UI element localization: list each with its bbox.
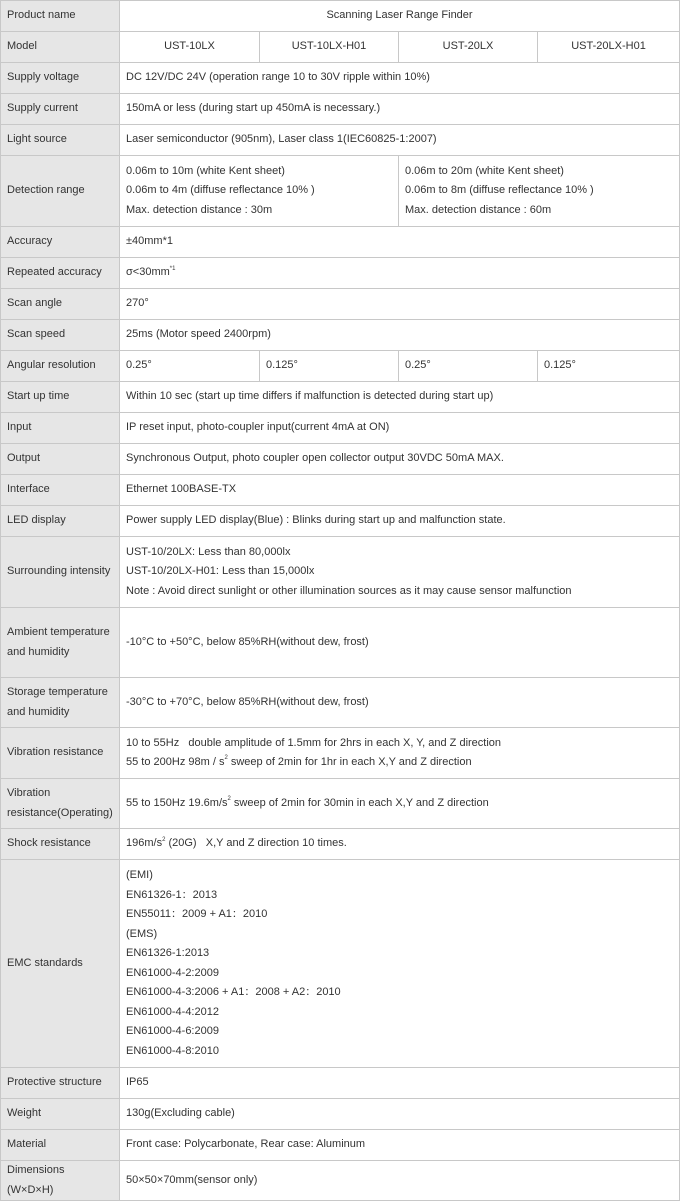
row-light-source [1, 125, 680, 156]
label-light-source: Light source [1, 125, 120, 156]
label-supply-current: Supply current [1, 94, 120, 125]
angular-resolution-value: 0.25° [399, 351, 538, 382]
label-start-up-time: Start up time [1, 382, 120, 413]
value-led-display: Power supply LED display(Blue) : Blinks during start up and malfunction state. [120, 506, 680, 537]
row-supply-current [1, 94, 680, 125]
label-emc: EMC standards [1, 860, 120, 1068]
value-vibration [120, 728, 680, 779]
label-surrounding-intensity: Surrounding intensity [1, 537, 120, 608]
emc-line: EN61000-4-3:2006 + A1：2008 + A2：2010 [126, 986, 341, 998]
model-ust-10lx-h01: UST-10LX-H01 [260, 32, 399, 63]
detection-range-10lx-line: 0.06m to 10m (white Kent sheet) [126, 164, 285, 177]
label-led-display: LED display [1, 506, 120, 537]
label-shock: Shock resistance [1, 829, 120, 860]
angular-resolution-value: 0.125° [260, 351, 399, 382]
value-material: Front case: Polycarbonate, Rear case: Aluminum [120, 1130, 680, 1161]
row-emc [1, 860, 680, 1068]
repeated-accuracy-text: σ<30mm [126, 266, 170, 279]
row-angular-resolution [1, 351, 680, 382]
value-interface: Ethernet 100BASE-TX [120, 475, 680, 506]
row-product-name [1, 1, 680, 32]
value-shock [120, 829, 680, 860]
row-storage [1, 678, 680, 728]
row-dimensions [1, 1161, 680, 1201]
row-scan-angle [1, 289, 680, 320]
label-input: Input [1, 413, 120, 444]
value-surrounding-intensity [120, 537, 680, 608]
label-weight: Weight [1, 1099, 120, 1130]
angular-resolution-value: 0.125° [538, 351, 680, 382]
row-interface [1, 475, 680, 506]
emc-line: (EMI) [126, 869, 153, 881]
surrounding-intensity-line: UST-10/20LX-H01: Less than 15,000lx [126, 565, 315, 578]
value-dimensions: 50×50×70mm(sensor only) [120, 1161, 680, 1201]
row-input [1, 413, 680, 444]
vibration-operating-tail: sweep of 2min for 30min in each X,Y and Z direction [230, 796, 489, 809]
vibration-line: 10 to 55Hz double amplitude of 1.5mm for 2hrs in each X, Y, and Z direction [126, 736, 502, 749]
label-accuracy: Accuracy [1, 227, 120, 258]
surrounding-intensity-line: Note : Avoid direct sunlight or other illumination sources as it may cause sensor malfunction [126, 584, 572, 597]
emc-line: EN61326-1：2013 [126, 888, 218, 901]
value-output: Synchronous Output, photo coupler open collector output 30VDC 50mA MAX. [120, 444, 680, 475]
value-scan-speed: 25ms (Motor speed 2400rpm) [120, 320, 680, 351]
label-repeated-accuracy: Repeated accuracy [1, 258, 120, 289]
row-accuracy [1, 227, 680, 258]
label-material: Material [1, 1130, 120, 1161]
model-ust-20lx-h01: UST-20LX-H01 [538, 32, 680, 63]
row-material [1, 1130, 680, 1161]
label-interface: Interface [1, 475, 120, 506]
value-ambient: -10°C to +50°C, below 85%RH(without dew, frost) [120, 608, 680, 678]
label-product-name: Product name [1, 1, 120, 32]
row-vibration [1, 728, 680, 779]
row-ambient [1, 608, 680, 678]
exponent-marker: 2 [224, 755, 228, 762]
emc-line: EN61326-1:2013 [126, 947, 210, 959]
row-weight [1, 1099, 680, 1130]
value-light-source: Laser semiconductor (905nm), Laser class 1(IEC60825-1:2007) [120, 125, 680, 156]
exponent-marker: 2 [227, 796, 231, 803]
label-scan-speed: Scan speed [1, 320, 120, 351]
detection-range-20lx-line: Max. detection distance : 60m [405, 203, 552, 216]
emc-line: EN61000-4-2:2009 [126, 966, 219, 979]
emc-line: EN61000-4-8:2010 [126, 1044, 219, 1057]
row-shock [1, 829, 680, 860]
row-vibration-operating [1, 779, 680, 829]
value-supply-current: 150mA or less (during start up 450mA is necessary.) [120, 94, 680, 125]
model-ust-10lx: UST-10LX [120, 32, 260, 63]
row-repeated-accuracy [1, 258, 680, 289]
exponent-marker: 2 [162, 836, 166, 843]
model-ust-20lx: UST-20LX [399, 32, 538, 63]
angular-resolution-value: 0.25° [120, 351, 260, 382]
value-start-up-time: Within 10 sec (start up time differs if malfunction is detected during start up) [120, 382, 680, 413]
label-model: Model [1, 32, 120, 63]
vibration-operating-text: 55 to 150Hz 19.6m/s [126, 796, 228, 809]
vibration-line2-tail: sweep of 2min for 1hr in each X,Y and Z direction [227, 756, 472, 768]
value-supply-voltage: DC 12V/DC 24V (operation range 10 to 30V ripple within 10%) [120, 63, 680, 94]
detection-range-20lx [399, 156, 680, 227]
row-detection-range [1, 156, 680, 227]
value-product-name: Scanning Laser Range Finder [120, 1, 680, 32]
emc-line: EN61000-4-6:2009 [126, 1025, 219, 1037]
row-scan-speed [1, 320, 680, 351]
value-accuracy: ±40mm*1 [120, 227, 680, 258]
label-vibration-operating: Vibration resistance(Operating) [1, 779, 120, 829]
vibration-line2-text: 55 to 200Hz 98m / s [126, 756, 225, 768]
label-vibration: Vibration resistance [1, 728, 120, 779]
row-led-display [1, 506, 680, 537]
surrounding-intensity-line: UST-10/20LX: Less than 80,000lx [126, 545, 291, 558]
row-supply-voltage [1, 63, 680, 94]
vibration-line [126, 753, 673, 773]
emc-line: EN61000-4-4:2012 [126, 1005, 219, 1018]
row-start-up-time [1, 382, 680, 413]
row-model [1, 32, 680, 63]
value-input: IP reset input, photo-coupler input(current 4mA at ON) [120, 413, 680, 444]
value-storage: -30°C to +70°C, below 85%RH(without dew, frost) [120, 678, 680, 728]
shock-text: 196m/s [126, 837, 163, 850]
value-emc [120, 860, 680, 1068]
value-protective-structure: IP65 [120, 1068, 680, 1099]
footnote-marker: *1 [169, 265, 176, 272]
emc-line: (EMS) [126, 927, 158, 940]
label-scan-angle: Scan angle [1, 289, 120, 320]
emc-line: EN55011：2009 + A1：2010 [126, 908, 268, 920]
value-weight: 130g(Excluding cable) [120, 1099, 680, 1130]
detection-range-10lx [120, 156, 399, 227]
label-ambient: Ambient temperature and humidity [1, 608, 120, 678]
label-protective-structure: Protective structure [1, 1068, 120, 1099]
value-repeated-accuracy [120, 258, 680, 289]
label-dimensions: Dimensions (W×D×H) [1, 1161, 120, 1201]
row-protective-structure [1, 1068, 680, 1099]
detection-range-10lx-line: 0.06m to 4m (diffuse reflectance 10% ) [126, 184, 315, 197]
label-storage: Storage temperature and humidity [1, 678, 120, 728]
row-output [1, 444, 680, 475]
row-surrounding-intensity [1, 537, 680, 608]
detection-range-20lx-line: 0.06m to 8m (diffuse reflectance 10% ) [405, 184, 594, 197]
label-angular-resolution: Angular resolution [1, 351, 120, 382]
label-output: Output [1, 444, 120, 475]
label-supply-voltage: Supply voltage [1, 63, 120, 94]
label-detection-range: Detection range [1, 156, 120, 227]
value-vibration-operating [120, 779, 680, 829]
detection-range-20lx-line: 0.06m to 20m (white Kent sheet) [405, 164, 564, 177]
shock-tail: (20G) X,Y and Z direction 10 times. [165, 837, 347, 850]
detection-range-10lx-line: Max. detection distance : 30m [126, 203, 273, 216]
value-scan-angle: 270° [120, 289, 680, 320]
